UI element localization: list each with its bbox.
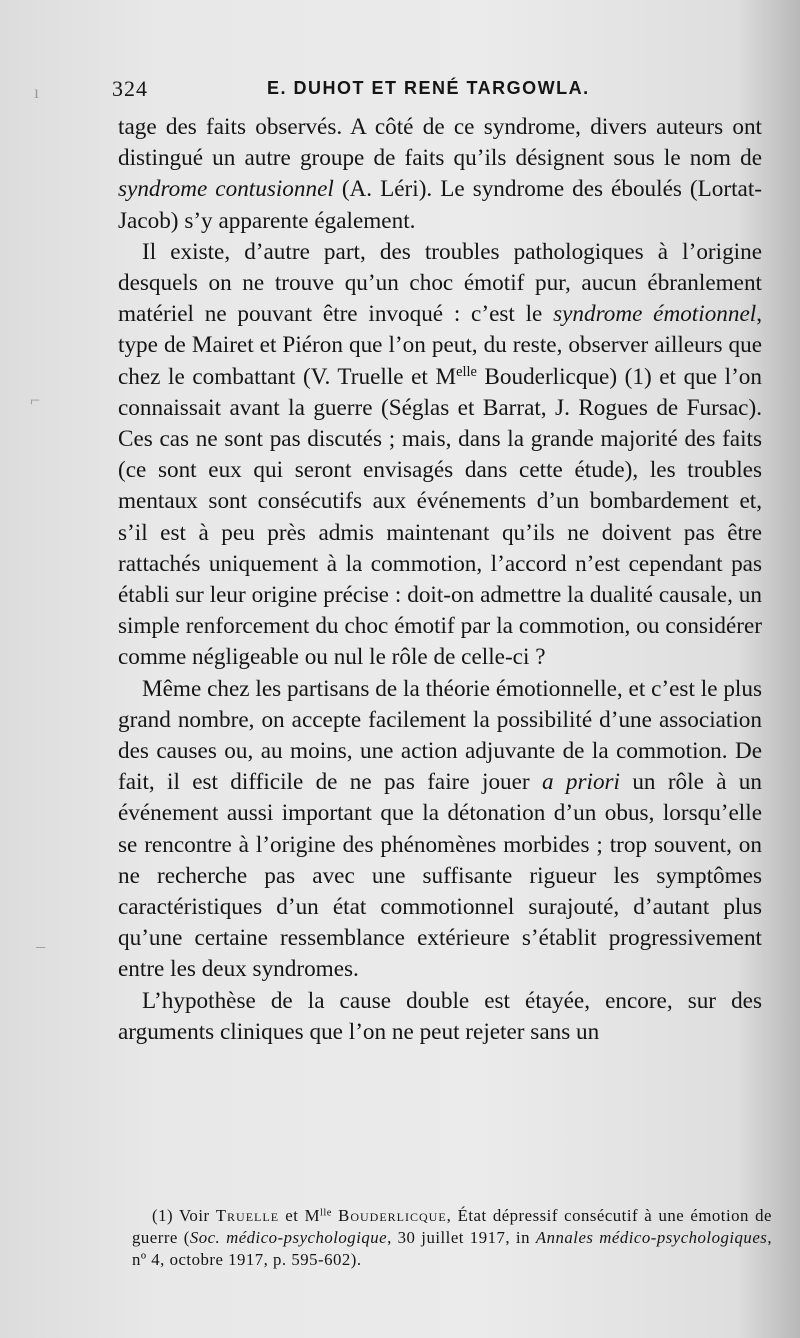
paragraph: [118, 986, 762, 1048]
superscript: lle: [320, 1207, 332, 1219]
text-run: Bouderlicque) (1) et que l’on connaissait avant la guerre (Séglas et Barrat, J. Rogues de Fursac). Ces cas ne sont pas discutés ; mais, dans la grande majorité des faits (ce sont eux qui seront envisagés dans cette étude), les troubles mentaux sont consécutifs aux événements d’un bombardement et, s’il est à peu près admis maintenant qu’ils ne doivent pas être rattachés uniquement à la commotion, l’accord n’est cependant pas établi sur leur origine précise : doit-on admettre la dualité causale, un simple renforcement du choc émotif par la commotion, ou considérer comme négligeable ou nul le rôle de celle-ci ?: [118, 363, 762, 671]
text-run: Il existe, d’autre part, des troubles pathologiques à l’origine desquels on ne trouve qu’un choc émotif pur, aucun ébranlement matériel ne pouvant être invoqué : c’est le: [118, 238, 762, 328]
page-number: 324: [112, 76, 148, 101]
text-run: , 30 juillet 1917, in: [387, 1228, 536, 1247]
text-run: (1) Voir: [152, 1206, 216, 1225]
margin-mark: ⌐: [30, 390, 41, 410]
author-name: Bouderlicque: [338, 1206, 447, 1225]
main-text: [118, 112, 762, 1048]
margin-mark: ı: [34, 82, 40, 102]
running-head: E. DUHOT ET RENÉ TARGOWLA.: [267, 78, 590, 98]
text-run: Même chez les partisans de la théorie émotionnelle, et c’est le plus grand nombre, on accepte facilement la possibilité d’une association des causes ou, au moins, une action adjuvante de la commotion. De fait, il est difficile de ne pas faire jouer: [118, 675, 762, 796]
superscript: elle: [456, 363, 477, 380]
paragraph: [118, 112, 762, 237]
italic-term: a priori: [541, 769, 620, 796]
italic-title: Annales médico-psychologiques: [535, 1228, 768, 1247]
text-run: (A. Léri). Le syndrome des éboulés (Lortat-Jacob) s’y apparente également.: [118, 176, 762, 234]
italic-term: syndrome émotionnel: [553, 301, 757, 328]
author-name: Truelle: [215, 1206, 280, 1225]
text-run: et M: [279, 1206, 321, 1225]
italic-term: syndrome contusionnel: [118, 176, 334, 203]
footnote: [132, 1205, 772, 1271]
text-run: un rôle à un événement aussi important que la détonation d’un obus, lorsqu’elle se rencontre à l’origine des phénomènes morbides ; trop souvent, on ne recherche pas avec une suffisante rigueur les symptômes caractéristiques d’un état commotionnel surajouté, d’autant plus qu’une certaine ressemblance extérieure s’établit progressivement entre les deux syndromes.: [118, 769, 762, 983]
margin-mark: –: [36, 936, 45, 956]
text-run: L’hypothèse de la cause double est étayée, encore, sur des arguments cliniques que l’on ne peut rejeter sans un: [118, 987, 762, 1045]
paragraph: [118, 674, 762, 986]
italic-title: Soc. médico-psychologique: [189, 1228, 388, 1247]
text-run: , type de Mairet et Piéron que l’on peut, du reste, observer ailleurs que chez le combattant (V. Truelle et M: [118, 301, 763, 390]
page-header: [112, 76, 762, 108]
text-run: , État dépressif consécutif à une émotion de guerre (: [132, 1206, 772, 1247]
footnote-text: [132, 1205, 772, 1271]
paragraph: [118, 237, 762, 674]
text-run: , nº 4, octobre 1917, p. 595-602).: [132, 1228, 773, 1269]
text-run: tage des faits observés. A côté de ce syndrome, divers auteurs ont distingué un autre groupe de faits qu’ils désignent sous le nom de: [118, 114, 762, 172]
